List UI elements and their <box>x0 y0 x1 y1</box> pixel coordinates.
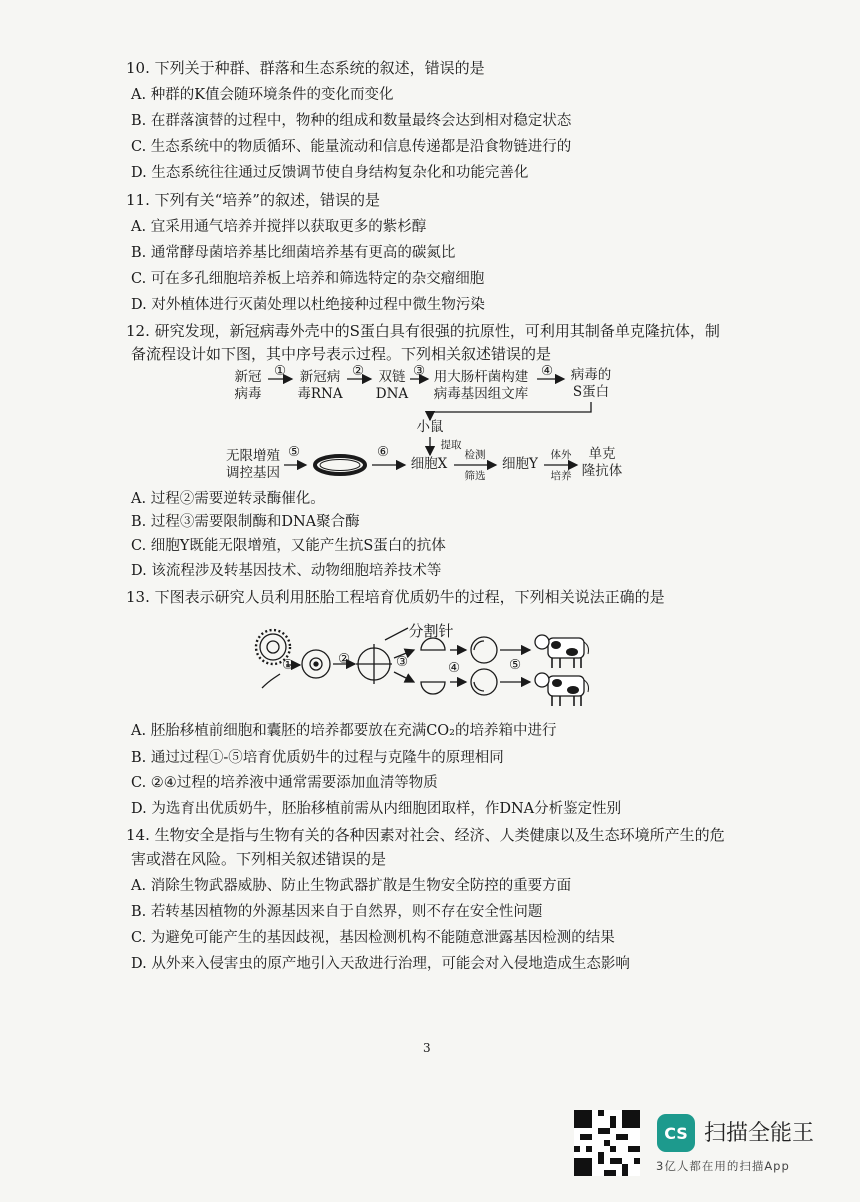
node-cell-x: 细胞X <box>410 456 448 472</box>
q13-stem: 13. 下图表示研究人员利用胚胎工程培育优质奶牛的过程，下列相关说法正确的是 <box>126 588 665 606</box>
q12-option-a: A. 过程②需要逆转录酶催化。 <box>131 491 325 507</box>
embryo-step-4: ④ <box>447 660 461 676</box>
node-dna-line2: DNA <box>375 386 409 402</box>
q12-option-b: B. 过程③需要限制酶和DNA聚合酶 <box>131 514 360 530</box>
node-mab-line2: 隆抗体 <box>581 463 623 479</box>
label-detect: 检测 <box>464 449 486 461</box>
q12-option-d: D. 该流程涉及转基因技术、动物细胞培养技术等 <box>131 563 442 579</box>
q12-option-c: C. 细胞Y既能无限增殖，又能产生抗S蛋白的抗体 <box>131 538 446 554</box>
app-name: 扫描全能王 <box>704 1121 815 1146</box>
sperm-icon <box>262 674 280 688</box>
q14-stem-line2: 害或潜在风险。下列相关叙述错误的是 <box>131 850 387 868</box>
label-invitro: 体外 <box>550 449 572 461</box>
node-s-protein-line2: S蛋白 <box>572 384 610 400</box>
q13-option-a: A. 胚胎移植前细胞和囊胚的培养都要放在充满CO₂的培养箱中进行 <box>131 723 557 739</box>
step-label-5: ⑤ <box>287 444 301 460</box>
q11-option-c: C. 可在多孔细胞培养板上培养和筛选特定的杂交瘤细胞 <box>131 271 485 287</box>
needle-icon <box>385 628 408 640</box>
page-number: 3 <box>423 1041 431 1055</box>
q14-stem-line1: 14. 生物安全是指与生物有关的各种因素对社会、经济、人类健康以及生态环境所产生的危 <box>126 826 725 844</box>
step-label-3: ③ <box>412 363 426 379</box>
node-s-protein-line1: 病毒的 <box>570 367 612 383</box>
node-cell-y: 细胞Y <box>502 456 538 472</box>
step-label-2: ② <box>351 363 365 379</box>
node-rna-line2: 毒RNA <box>297 386 343 402</box>
embryo-step-3: ③ <box>395 654 409 670</box>
label-extract: 提取 <box>440 439 462 451</box>
node-rna-line1: 新冠病 <box>299 369 341 385</box>
embryo-step-2: ② <box>337 651 351 667</box>
q10-option-c: C. 生态系统中的物质循环、能量流动和信息传递都是沿食物链进行的 <box>131 139 572 155</box>
node-mouse: 小鼠 <box>416 419 444 435</box>
needle-label: 分割针 <box>408 622 454 640</box>
embryo-step-1: ① <box>281 657 295 673</box>
step-label-6: ⑥ <box>376 444 390 460</box>
embryo-step-5: ⑤ <box>508 657 522 673</box>
q14-option-a: A. 消除生物武器威胁、防止生物武器扩散是生物安全防控的重要方面 <box>131 878 572 894</box>
cow-top-icon <box>535 635 589 668</box>
step-label-1: ① <box>273 363 287 379</box>
q12-stem-line1: 12. 研究发现，新冠病毒外壳中的S蛋白具有很强的抗原性，可利用其制备单克隆抗体，制 <box>126 322 720 340</box>
arrow-s-to-mouse <box>430 402 591 420</box>
q12-stem-line2: 备流程设计如下图，其中序号表示过程。下列相关叙述错误的是 <box>131 345 552 363</box>
q14-option-b: B. 若转基因植物的外源基因来自于自然界，则不存在安全性问题 <box>131 904 543 920</box>
camscanner-logo-icon: CS <box>657 1114 695 1152</box>
node-gene-line2: 调控基因 <box>226 465 280 481</box>
q11-stem: 11. 下列有关“培养”的叙述，错误的是 <box>126 191 380 209</box>
label-culture: 培养 <box>550 470 572 482</box>
q10-option-b: B. 在群落演替的过程中，物种的组成和数量最终会达到相对稳定状态 <box>131 113 572 129</box>
q14-option-d: D. 从外来入侵害虫的原产地引入天敌进行治理，可能会对入侵地造成生态影响 <box>131 956 630 972</box>
oocyte-icon <box>260 634 286 660</box>
node-dna-line1: 双链 <box>378 369 406 385</box>
q13-option-d: D. 为选育出优质奶牛，胚胎移植前需从内细胞团取样，作DNA分析鉴定性别 <box>131 801 622 817</box>
node-virus-line1: 新冠 <box>234 369 262 385</box>
q11-option-b: B. 通常酵母菌培养基比细菌培养基有更高的碳氮比 <box>131 245 456 261</box>
q13-option-c: C. ②④过程的培养液中通常需要添加血清等物质 <box>131 775 438 791</box>
q11-option-a: A. 宜采用通气培养并搅拌以获取更多的紫杉醇 <box>131 219 427 235</box>
step-label-4: ④ <box>540 363 554 379</box>
app-tagline: 3亿人都在用的扫描App <box>656 1159 790 1173</box>
cow-bottom-icon <box>535 673 589 706</box>
node-gene-line1: 无限增殖 <box>226 448 280 464</box>
node-mab-line1: 单克 <box>588 446 616 462</box>
node-library-line1: 用大肠杆菌构建 <box>433 369 529 385</box>
q10-stem: 10. 下列关于种群、群落和生态系统的叙述，错误的是 <box>126 59 485 77</box>
q11-option-d: D. 对外植体进行灭菌处理以杜绝接种过程中微生物污染 <box>131 297 485 313</box>
node-library-line2: 病毒基因组文库 <box>433 386 529 402</box>
half-embryo-top-icon <box>421 638 445 650</box>
node-virus-line2: 病毒 <box>234 386 262 402</box>
qr-code-icon[interactable] <box>574 1110 640 1176</box>
half-embryo-bottom-icon <box>421 682 445 694</box>
q10-option-d: D. 生态系统往往通过反馈调节使自身结构复杂化和功能完善化 <box>131 165 529 181</box>
q10-option-a: A. 种群的K值会随环境条件的变化而变化 <box>131 87 394 103</box>
q14-option-c: C. 为避免可能产生的基因歧视，基因检测机构不能随意泄露基因检测的结果 <box>131 930 615 946</box>
q13-option-b: B. 通过过程①-⑤培育优质奶牛的过程与克隆牛的原理相同 <box>131 750 504 766</box>
label-screen: 筛选 <box>464 470 486 482</box>
